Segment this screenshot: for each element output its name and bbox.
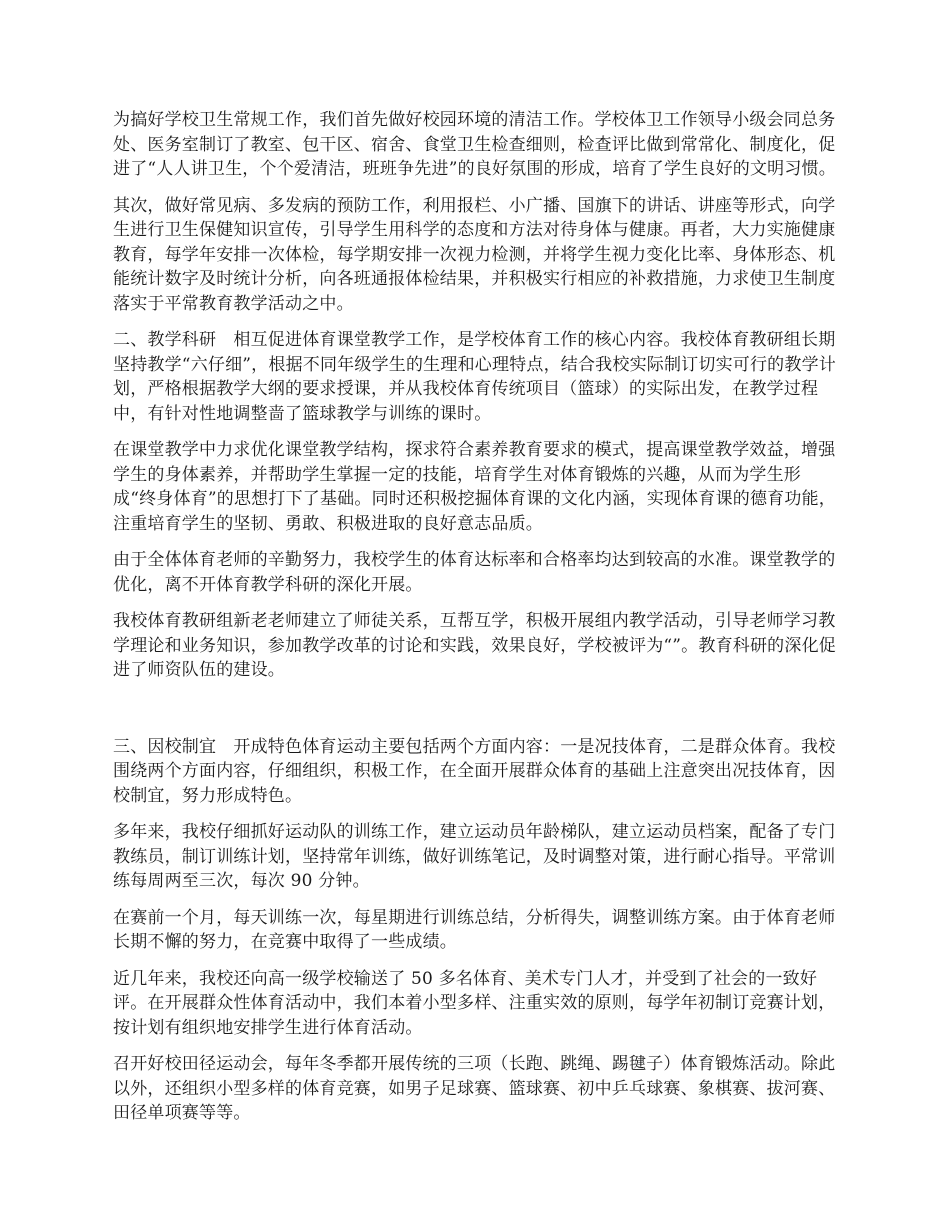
paragraph-hygiene-environment: 为搞好学校卫生常规工作，我们首先做好校园环境的清洁工作。学校体卫工作领导小级会同总务处、医务室制订了教室、包干区、宿舍、食堂卫生检查细则，检查评比做到常常化、制度化，促进了“人人讲卫生，个个爱清洁，班班争先进”的良好氛围的形成，培育了学生良好的文明习惯。 [113,110,836,179]
paragraph-disease-prevention: 其次，做好常见病、多发病的预防工作，利用报栏、小广播、国旗下的讲话、讲座等形式，向学生进行卫生保健知识宣传，引导学生用科学的态度和方法对待身体与健康。再者，大力实施健康教育，每学年安排一次体检，每学期安排一次视力检测，并将学生视力变化比率、身体形态、机能统计数字及时统计分析，向各班通报体检结果，并积极实行相应的补救措施，力求使卫生制度落实于平常教育教学活动之中。 [113,195,836,314]
paragraph-sports-events: 召开好校田径运动会，每年冬季都开展传统的三项（长跑、跳绳、踢毽子）体育锻炼活动。除此以外，还组织小型多样的体育竞赛，如男子足球赛、篮球赛、初中乒乓球赛、象棋赛、拔河赛、田径单项赛等等。 [113,1054,836,1123]
paragraph-classroom-teaching: 在课堂教学中力求优化课堂教学结构，探求符合素养教育要求的模式，提高课堂教学效益，增强学生的身体素养，并帮助学生掌握一定的技能，培育学生对体育锻炼的兴趣，从而为学生形成“终身体育”的思想打下了基础。同时还积极挖掘体育课的文化内涵，实现体育课的德育功能，注重培育学生的坚韧、勇敢、积极进取的良好意志品质。 [113,440,836,534]
section-spacer [113,695,841,735]
paragraph-school-specific: 三、因校制宜 开成特色体育运动主要包括两个方面内容：一是况技体育，二是群众体育。我校围绕两个方面内容，仔细组织，积极工作，在全面开展群众体育的基础上注意突出况技体育，因校制宜，努力形成特色。 [113,736,836,806]
paragraph-pre-competition: 在赛前一个月，每天训练一次，每星期进行训练总结，分析得失，调整训练方案。由于体育老师长期不懈的努力，在竞赛中取得了一些成绩。 [113,907,836,952]
paragraph-teacher-effort: 由于全体体育老师的辛勤努力，我校学生的体育达标率和合格率均达到较高的水准。课堂教学的优化，离不开体育教学科研的深化开展。 [113,550,836,595]
document-page [113,108,841,1138]
paragraph-team-training: 多年来，我校仔细抓好运动队的训练工作，建立运动员年龄梯队，建立运动员档案，配备了专门教练员，制订训练计划，坚持常年训练，做好训练笔记，及时调整对策，进行耐心指导。平常训练每周两至三次，每次 90 分钟。 [113,822,836,891]
paragraph-talent-transfer: 近几年来，我校还向高一级学校输送了 50 多名体育、美术专门人才，并受到了社会的一致好评。在开展群众性体育活动中，我们本着小型多样、注重实效的原则，每学年初制订竞赛计划，按计划有组织地安排学生进行体育活动。 [113,968,836,1038]
paragraph-teaching-research: 二、教学科研 相互促进体育课堂教学工作，是学校体育工作的核心内容。我校体育教研组长期坚持教学“六仔细”，根据不同年级学生的生理和心理特点，结合我校实际制订切实可行的教学计划，严格根据教学大纲的要求授课，并从我校体育传统项目（篮球）的实际出发，在教学过程中，有针对性地调整啬了篮球教学与训练的课时。 [113,330,836,424]
paragraph-mentorship: 我校体育教研组新老老师建立了师徒关系，互帮互学，积极开展组内教学活动，引导老师学习教学理论和业务知识，参加教学改革的讨论和实践，效果良好，学校被评为“”。教育科研的深化促进了师资队伍的建设。 [113,611,836,680]
